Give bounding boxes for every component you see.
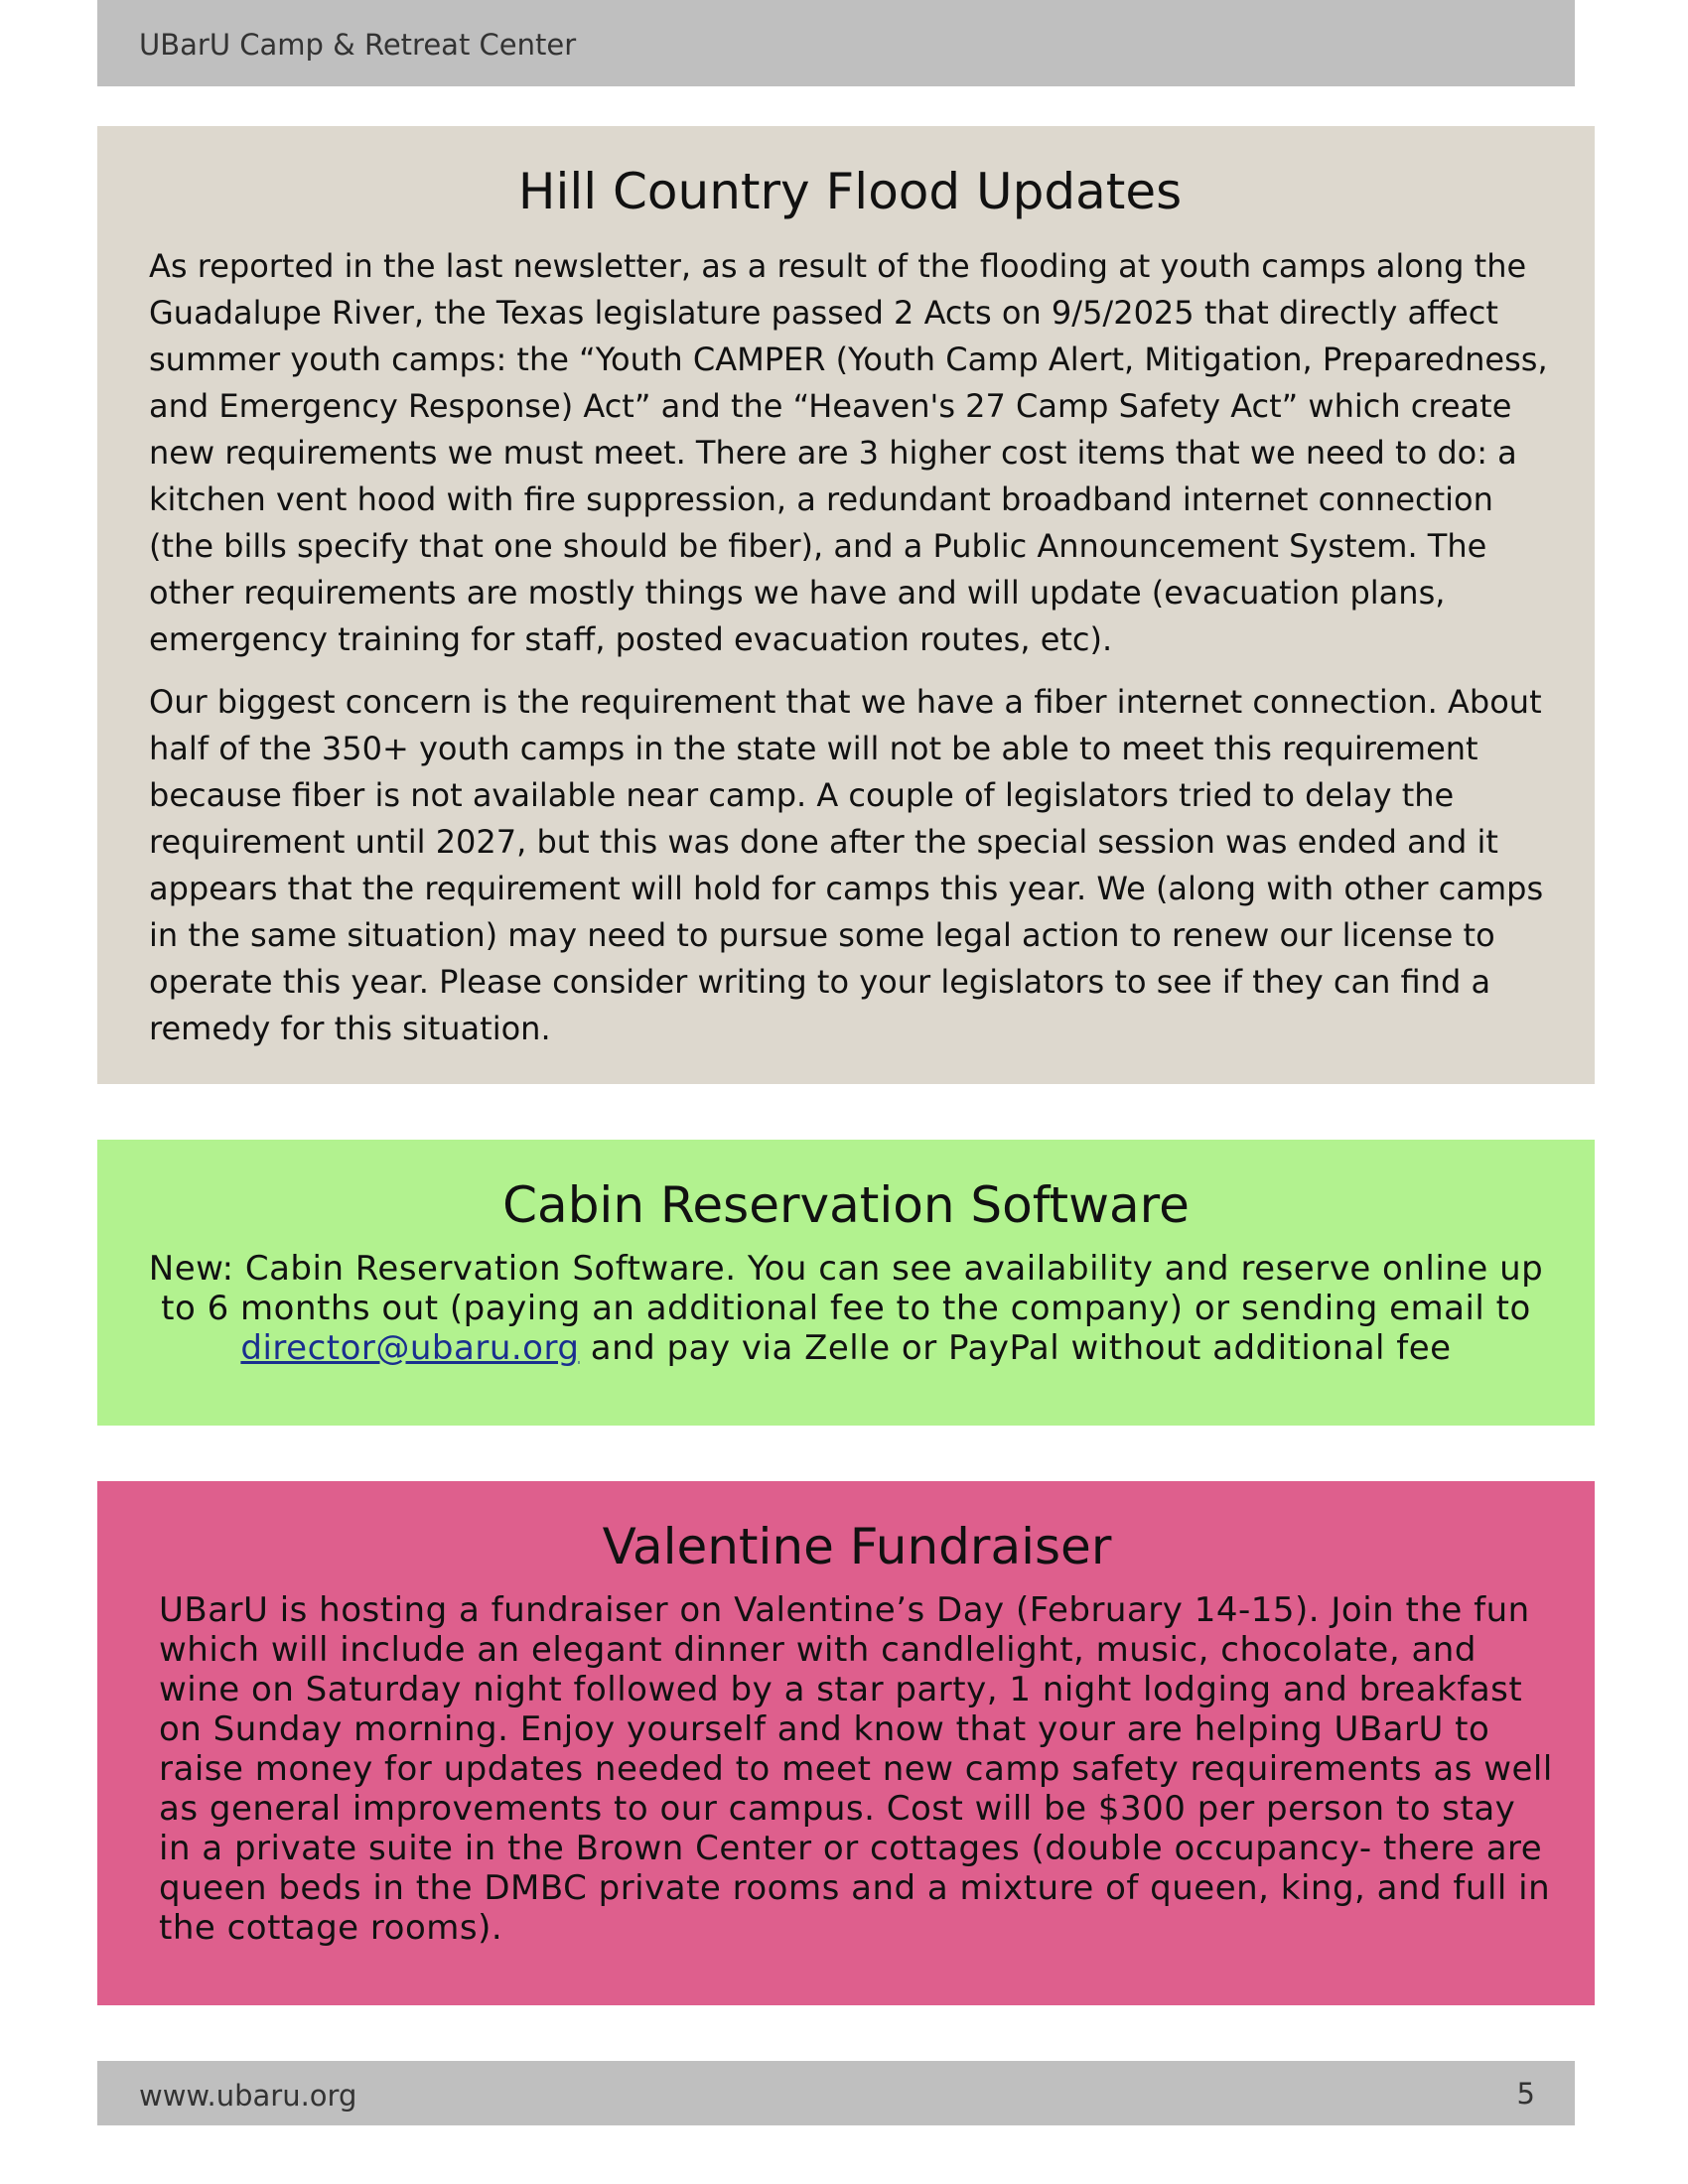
flood-paragraph: Our biggest concern is the requirement that we have a fiber internet connection. About half of the 350+ youth camps in the state will not be able to meet this requirement because fiber is not available near camp. A couple of legislators tried to delay the requirement until 2027, but this was done after the special session was ended and it appears that the requirement will hold for camps this year. We (along with other camps in the same situation) may need to pursue some legal action to renew our license to operate this year. Please consider writing to your legislators to see if they can find a remedy for this situation.: [149, 683, 1544, 1047]
footer-website: www.ubaru.org: [139, 2079, 357, 2113]
cabin-reservation-section: [97, 1140, 1595, 1426]
valentine-fundraiser-section: [97, 1481, 1595, 2005]
director-email-link[interactable]: director@ubaru.org: [240, 1328, 580, 1368]
flood-updates-title: Hill Country Flood Updates: [517, 163, 1183, 220]
valentine-fundraiser-title: Valentine Fundraiser: [602, 1518, 1112, 1575]
header-title: UBarU Camp & Retreat Center: [139, 28, 577, 62]
cabin-text-after-link: and pay via Zelle or PayPal without additional fee: [579, 1328, 1452, 1368]
page-header: [97, 0, 1575, 86]
cabin-text-before-link: New: Cabin Reservation Software. You can see availability and reserve online up to 6 months out (paying an additional fee to the company) or sending email to: [148, 1249, 1544, 1328]
page-footer: [97, 2061, 1575, 2125]
flood-updates-body: [149, 243, 1551, 1052]
valentine-fundraiser-body: UBarU is hosting a fundraiser on Valentine’s Day (February 14-15). Join the fun which will include an elegant dinner with candlelight, music, chocolate, and wine on Saturday night followed by a star party, 1 night lodging and breakfast on Sunday morning. Enjoy yourself and know that your are helping UBarU to raise money for updates needed to meet new camp safety requirements as well as general improvements to our campus. Cost will be $300 per person to stay in a private suite in the Brown Center or cottages (double occupancy- there are queen beds in the DMBC private rooms and a mixture of queen, king, and full in the cottage rooms).: [159, 1590, 1553, 1948]
flood-updates-section: [97, 126, 1595, 1084]
flood-paragraph: As reported in the last newsletter, as a result of the flooding at youth camps along the Guadalupe River, the Texas legislature passed 2 Acts on 9/5/2025 that directly affect summer youth camps: the “Youth CAMPER (Youth Camp Alert, Mitigation, Preparedness, and Emergency Response) Act” and the “Heaven's 27 Camp Safety Act” which create new requirements we must meet. There are 3 higher cost items that we need to do: a kitchen vent hood with fire suppression, a redundant broadband internet connection (the bills specify that one should be fiber), and a Public Announcement System. The other requirements are mostly things we have and will update (evacuation plans, emergency training for staff, posted evacuation routes, etc).: [149, 247, 1548, 658]
cabin-reservation-body: [137, 1249, 1555, 1368]
cabin-reservation-title: Cabin Reservation Software: [502, 1176, 1190, 1234]
page-number: 5: [1516, 2077, 1535, 2111]
